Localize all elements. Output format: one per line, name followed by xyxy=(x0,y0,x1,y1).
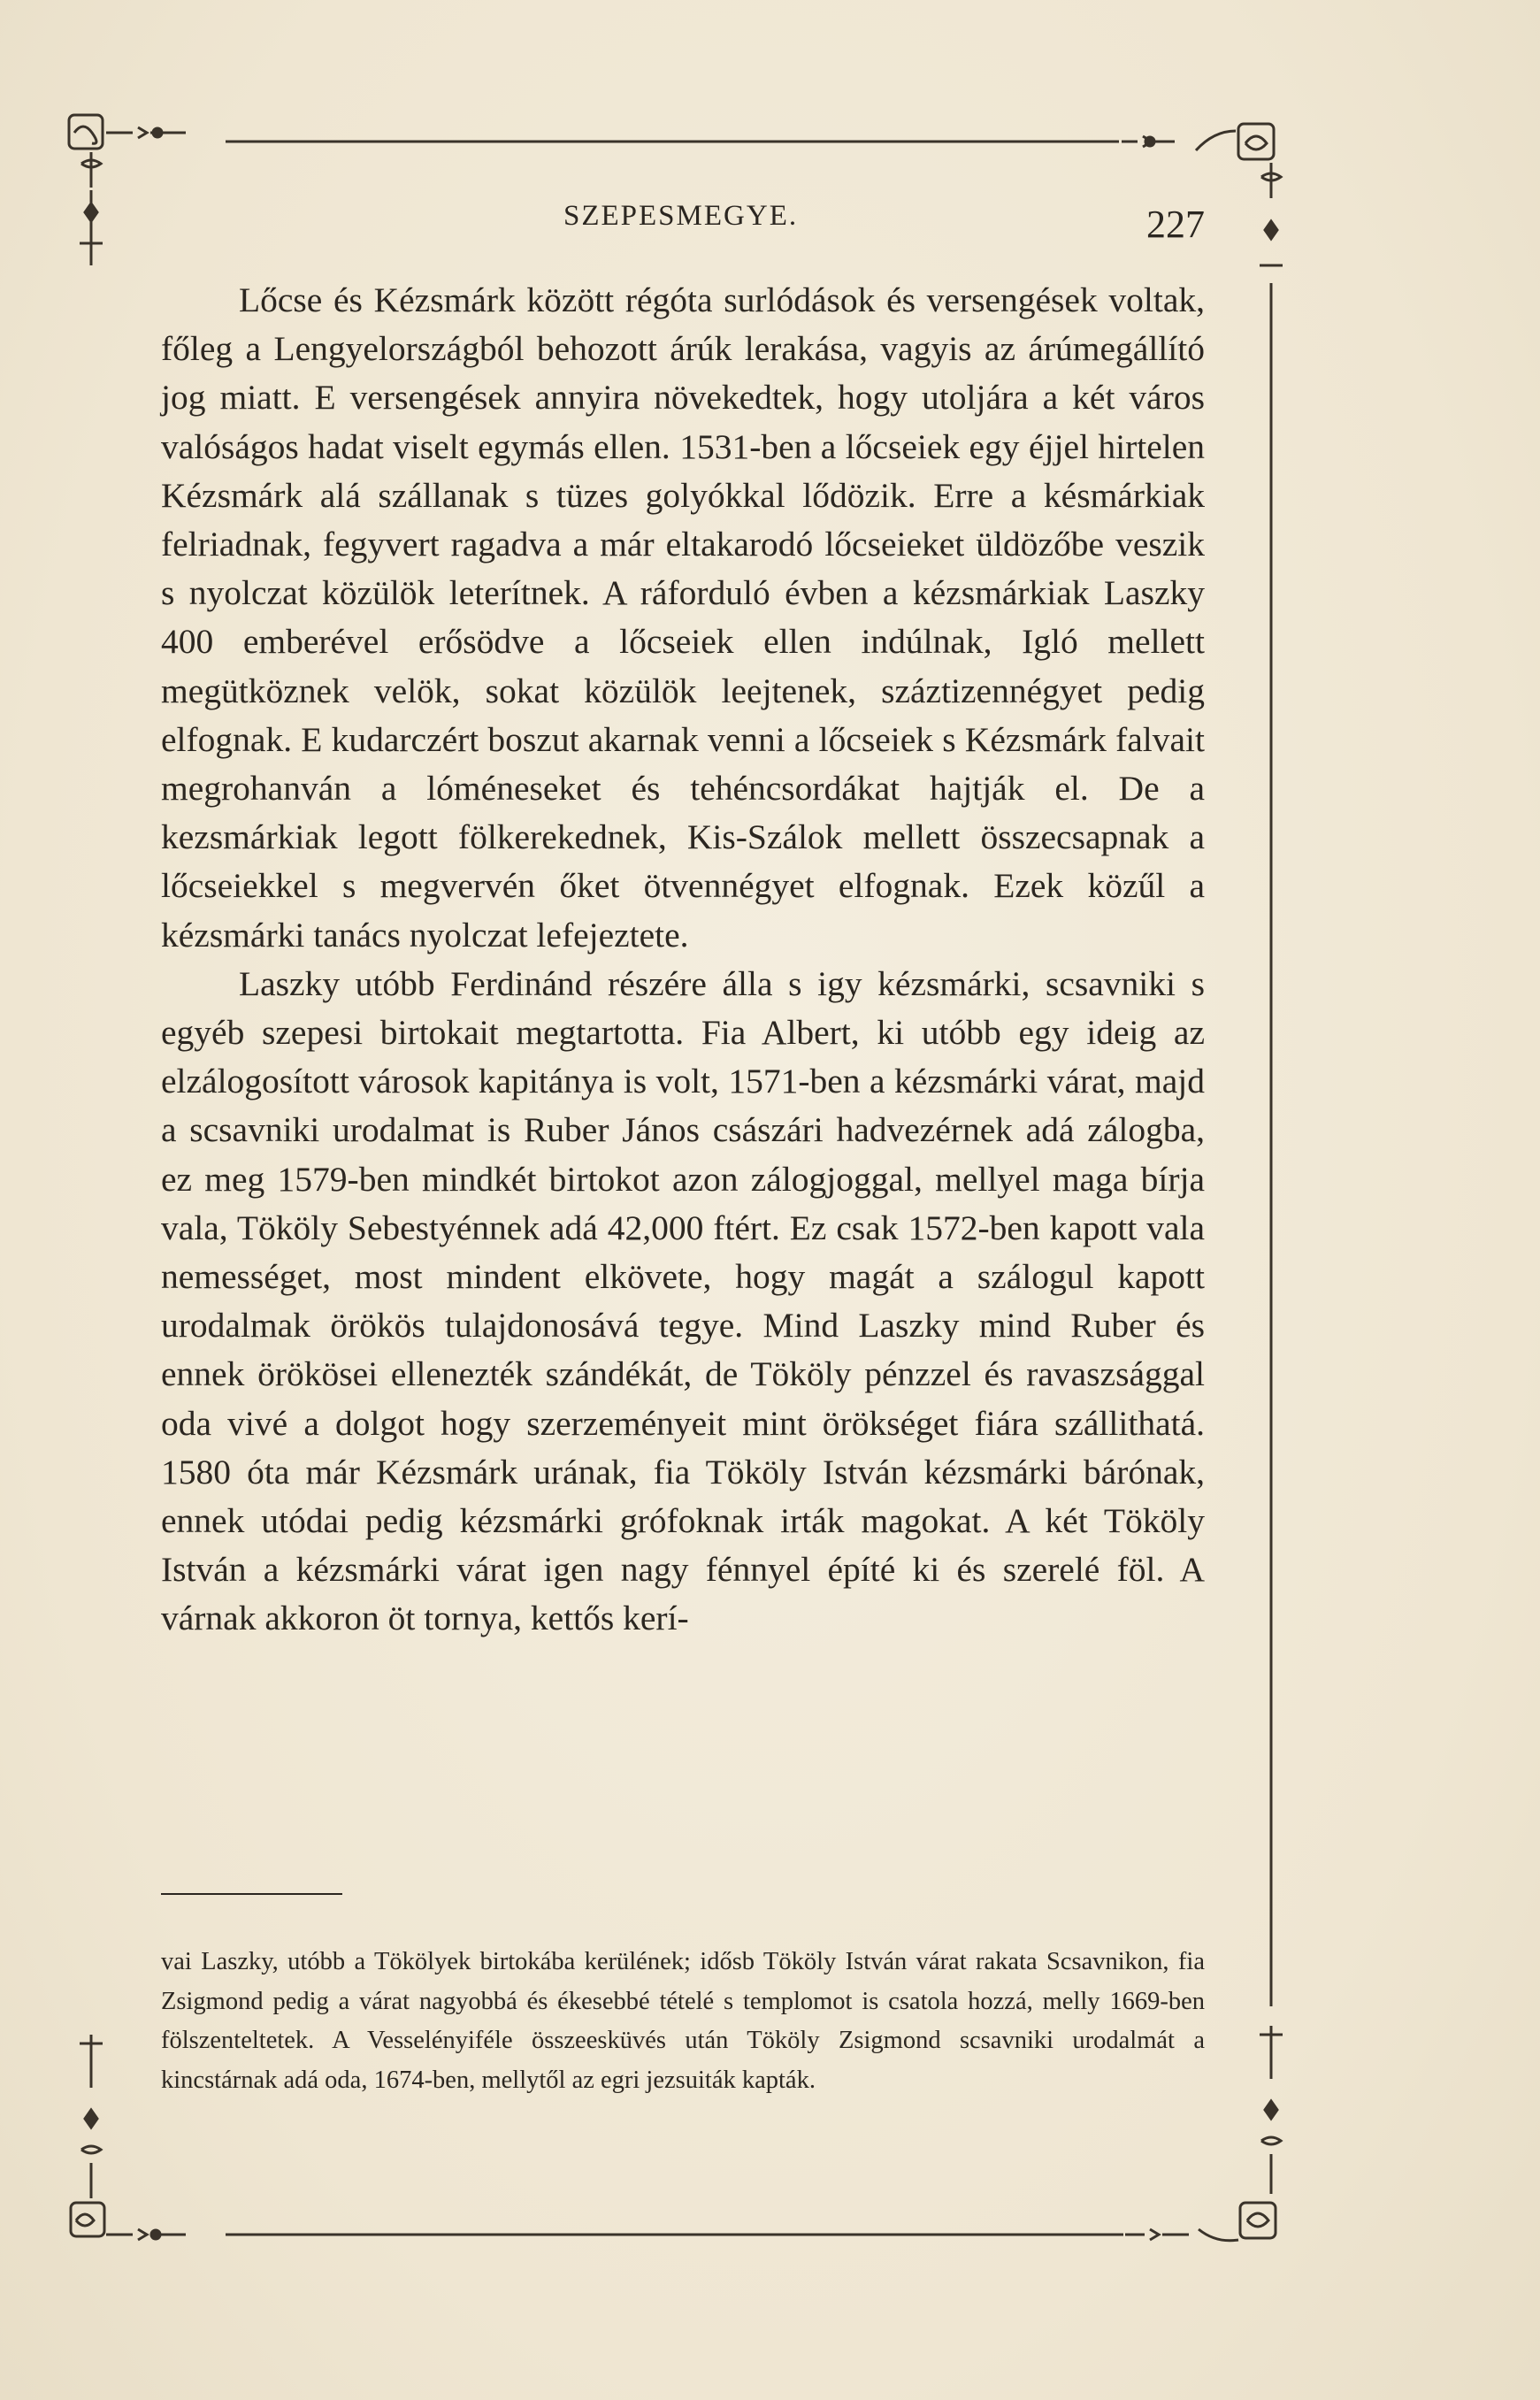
footnote xyxy=(161,1943,1205,2100)
paragraph-2: Laszky utóbb Ferdinánd részére álla s igy kézsmárki, scsavniki s egyéb szepesi birtokait megtartotta. Fia Albert, ki utóbb egy ideig az elzálogosított városok kapitánya is volt, 1571-ben a kézsmárki várat, majd a scsavniki urodalmat is Ruber János császári hadvezérnek adá zálogba, ez meg 1579-ben mindkét birtokot azon zálogjoggal, mellyel maga bírja vala, Tököly Sebestyénnek adá 42,000 ftért. Ez csak 1572-ben kapott vala nemességet, most mindent elkövete, hogy magát a szálogul kapott urodalmak örökös tulajdonosává tegye. Mind Laszky mind Ruber és ennek örökösei ellenezték szándékát, de Tököly pénzzel és ravaszsággal oda vivé a dolgot hogy szerzeményeit mint örökséget fiára szállithatá. 1580 óta már Kézsmárk urának, fia Tököly István kézsmárki bárónak, ennek utódai pedig kézsmárki grófoknak irták magokat. A két Tököly István a kézsmárki várat igen nagy fénnyel építé ki és szerelé föl. A várnak akkoron öt tornya, kettős kerí- xyxy=(161,963,1205,1638)
page-number: 227 xyxy=(1146,203,1205,246)
body-text xyxy=(161,276,1205,1644)
page-header xyxy=(161,200,1205,253)
footnote-text: vai Laszky, utóbb a Tökölyek birtokába kerülének; idősb Tököly István várat rakata Scsavnikon, fia Zsigmond pedig a várat nagyobbá és ékesebbé tételé s templomot is csatola hozzá, melly 1669-ben fölszenteltetek. A Vesselényiféle összeesküvés után Tököly Zsigmond scsavniki urodalmát a kincstárnak adá oda, 1674-ben, mellytől az egri jezsuiták kapták. xyxy=(161,1948,1205,2094)
running-head: SZEPESMEGYE. xyxy=(563,200,799,232)
paragraph-1: Lőcse és Kézsmárk között régóta surlódások és versengések voltak, főleg a Lengyelországból behozott árúk lerakása, vagyis az árúmegállító jog miatt. E versengések annyira növekedtek, hogy utoljára a két város valóságos hadat viselt egymás ellen. 1531-ben a lőcseiek egy éjjel hirtelen Kézsmárk alá szállanak s tüzes golyókkal lődözik. Erre a késmárkiak felriadnak, fegyvert ragadva a már eltakarodó lőcseieket üldözőbe veszik s nyolczat közülök leterítnek. A ráforduló évben a kézsmárkiak Laszky 400 emberével erősödve a lőcseiek ellen indúlnak, Igló mellett megütköznek velök, sokat közülök leejtenek, száztizennégyet pedig elfognak. E kudarczért boszut akarnak venni a lőcseiek s Kézsmárk falvait megrohanván a lóméneseket és tehéncsordákat hajtják el. De a kezsmárkiak legott fölkerekednek, Kis-Szálok mellett összecsapnak a lőcseiekkel s megvervén őket ötvennégyet elfognak. Ezek közűl a kézsmárki tanács nyolczat lefejeztete. xyxy=(161,280,1205,955)
footnote-rule xyxy=(161,1893,342,1895)
